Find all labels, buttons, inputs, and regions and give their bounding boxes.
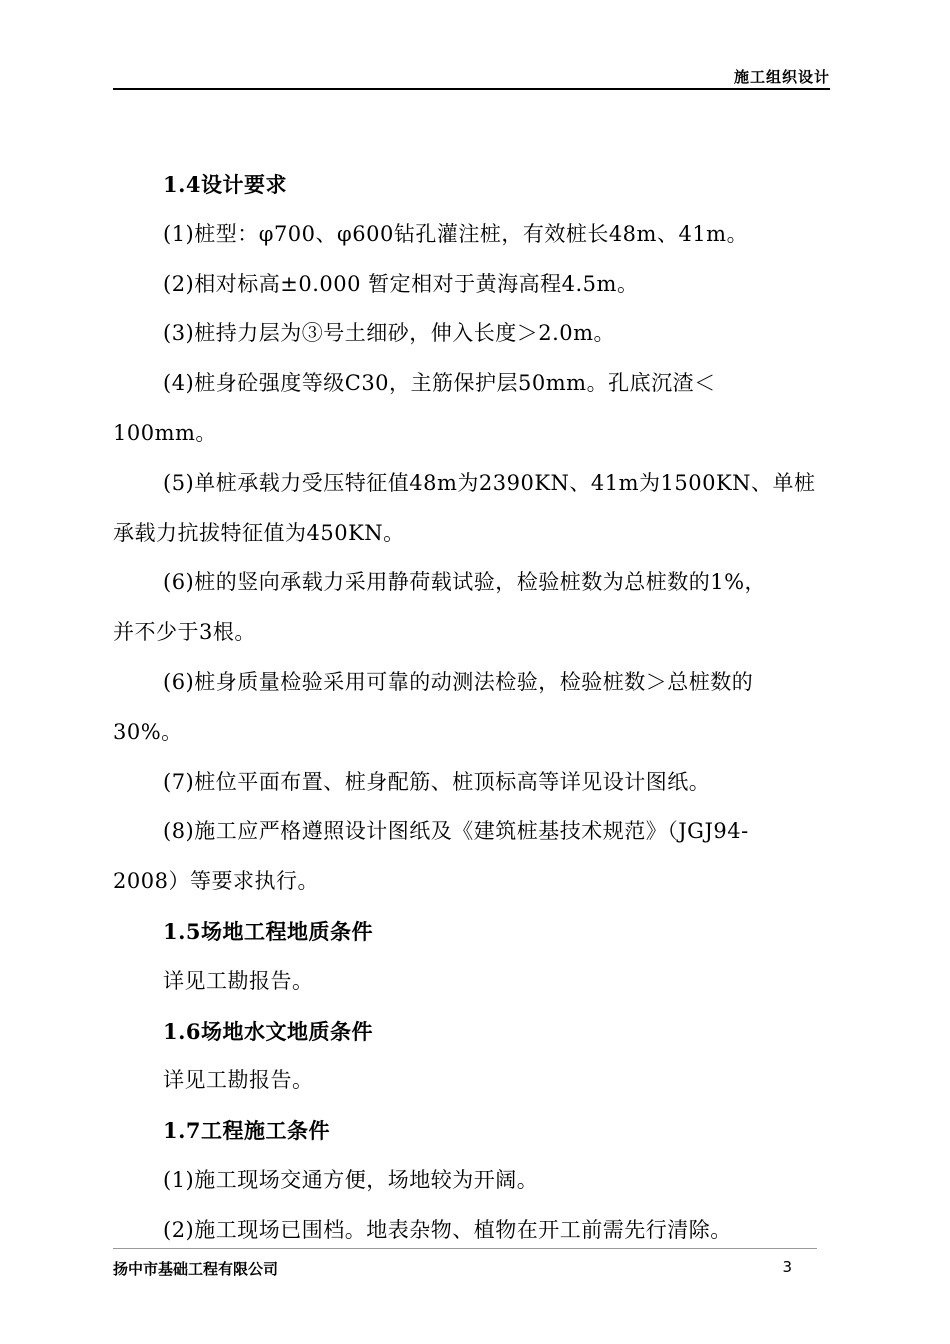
requirement-item: (3)桩持力层为③号土细砂，伸入长度＞2.0m。 (163, 321, 616, 346)
section-heading-1-7: 1.7工程施工条件 (163, 1118, 331, 1144)
requirement-item: (2)相对标高±0.000 暂定相对于黄海高程4.5m。 (163, 271, 639, 296)
header-title: 施工组织设计 (733, 68, 830, 86)
requirement-item-continued: 并不少于3根。 (113, 620, 256, 645)
requirement-item: (4)桩身砼强度等级C30，主筋保护层50mm。孔底沉渣＜ (163, 371, 716, 396)
section-text: 详见工勘报告。 (163, 1068, 314, 1093)
requirement-item: (8)施工应严格遵照设计图纸及《建筑桩基技术规范》（JGJ94- (163, 819, 749, 844)
requirement-item: (7)桩位平面布置、桩身配筋、桩顶标高等详见设计图纸。 (163, 769, 711, 794)
header-divider (113, 88, 830, 90)
requirement-item-continued: 100mm。 (113, 420, 217, 445)
requirement-item-continued: 承载力抗拔特征值为450KN。 (113, 520, 405, 545)
section-heading-1-5: 1.5场地工程地质条件 (163, 918, 374, 944)
requirement-item: (1)桩型：φ700、φ600钻孔灌注桩，有效桩长48m、41m。 (163, 221, 749, 246)
requirement-item-continued: 2008）等要求执行。 (113, 869, 319, 894)
footer-company: 扬中市基础工程有限公司 (113, 1260, 279, 1278)
footer-divider (113, 1248, 817, 1249)
section-heading-1-6: 1.6场地水文地质条件 (163, 1018, 374, 1044)
section-text: 详见工勘报告。 (163, 968, 314, 993)
requirement-item: (6)桩的竖向承载力采用静荷载试验，检验桩数为总桩数的1%， (163, 570, 767, 595)
requirement-item: (6)桩身质量检验采用可靠的动测法检验，检验桩数＞总桩数的 (163, 669, 754, 694)
condition-item: (1)施工现场交通方便，场地较为开阔。 (163, 1167, 539, 1192)
requirement-item: (5)单桩承载力受压特征值48m为2390KN、41m为1500KN、单桩 (163, 470, 816, 495)
document-body (113, 160, 830, 1256)
section-heading-1-4: 1.4设计要求 (163, 172, 288, 197)
page-number: 3 (782, 1258, 792, 1276)
condition-item: (2)施工现场已围档。地表杂物、植物在开工前需先行清除。 (163, 1217, 732, 1242)
requirement-item-continued: 30%。 (113, 719, 183, 744)
